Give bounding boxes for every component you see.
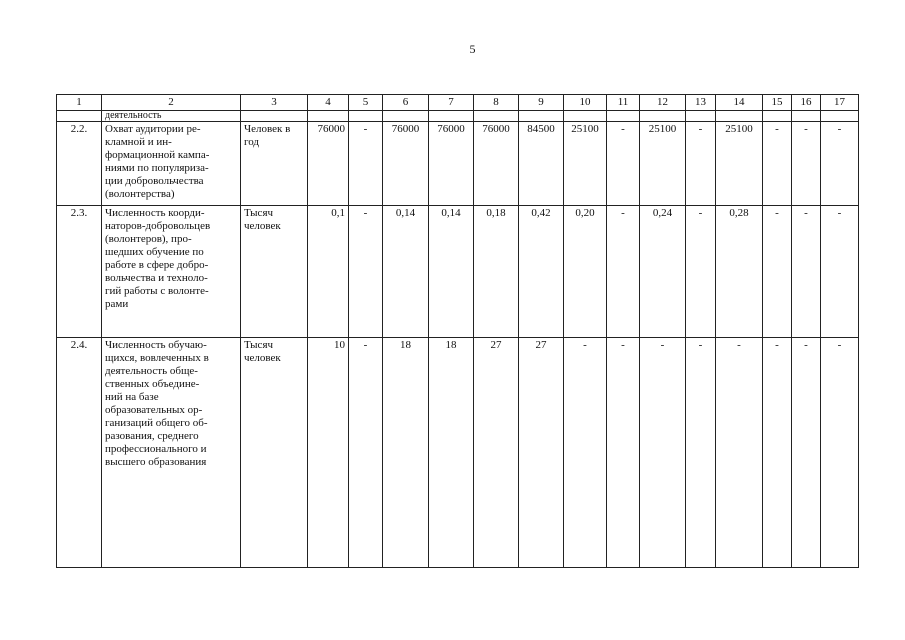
header-cell: 1 bbox=[57, 95, 102, 111]
value-cell: 0,24 bbox=[640, 206, 686, 338]
value-cell: - bbox=[349, 122, 383, 206]
page-number: 5 bbox=[469, 42, 476, 56]
value-cell: - bbox=[763, 206, 792, 338]
empty-cell bbox=[792, 111, 821, 122]
empty-cell bbox=[474, 111, 519, 122]
value-cell: 25100 bbox=[716, 122, 763, 206]
value-cell: - bbox=[607, 206, 640, 338]
header-cell: 10 bbox=[564, 95, 607, 111]
value-cell: - bbox=[821, 338, 859, 568]
value-cell: 0,1 bbox=[308, 206, 349, 338]
empty-cell bbox=[241, 111, 308, 122]
empty-cell bbox=[383, 111, 429, 122]
continuation-text: деятельность bbox=[102, 111, 241, 122]
table-row bbox=[57, 338, 859, 568]
value-cell: 27 bbox=[519, 338, 564, 568]
indicator-name-cell: Численность коорди- наторов-добровольцев (волонтеров), про- шедших обучение по работе в сфере добро- вольчества и техноло- гий работы с волонте- рами bbox=[102, 206, 241, 338]
empty-cell bbox=[308, 111, 349, 122]
empty-cell bbox=[607, 111, 640, 122]
value-cell: 76000 bbox=[429, 122, 474, 206]
value-cell: 25100 bbox=[564, 122, 607, 206]
value-cell: - bbox=[792, 338, 821, 568]
header-cell: 13 bbox=[686, 95, 716, 111]
value-cell: 0,28 bbox=[716, 206, 763, 338]
unit-cell: Тысяч человек bbox=[241, 338, 308, 568]
header-cell: 16 bbox=[792, 95, 821, 111]
value-cell: - bbox=[349, 206, 383, 338]
value-cell: - bbox=[763, 338, 792, 568]
header-cell: 7 bbox=[429, 95, 474, 111]
value-cell: 18 bbox=[429, 338, 474, 568]
value-cell: - bbox=[686, 338, 716, 568]
value-cell: 76000 bbox=[474, 122, 519, 206]
row-number-cell: 2.3. bbox=[57, 206, 102, 338]
empty-cell bbox=[640, 111, 686, 122]
header-cell: 4 bbox=[308, 95, 349, 111]
row-number-cell: 2.2. bbox=[57, 122, 102, 206]
header-cell: 9 bbox=[519, 95, 564, 111]
value-cell: 76000 bbox=[308, 122, 349, 206]
value-cell: - bbox=[716, 338, 763, 568]
value-cell: - bbox=[686, 206, 716, 338]
empty-cell bbox=[519, 111, 564, 122]
row-number-cell: 2.4. bbox=[57, 338, 102, 568]
value-cell: - bbox=[821, 206, 859, 338]
value-cell: 84500 bbox=[519, 122, 564, 206]
value-cell: 10 bbox=[308, 338, 349, 568]
empty-cell bbox=[349, 111, 383, 122]
value-cell: - bbox=[607, 122, 640, 206]
value-cell: - bbox=[607, 338, 640, 568]
value-cell: - bbox=[792, 206, 821, 338]
value-cell: - bbox=[763, 122, 792, 206]
header-cell: 14 bbox=[716, 95, 763, 111]
value-cell: - bbox=[564, 338, 607, 568]
header-cell: 17 bbox=[821, 95, 859, 111]
empty-cell bbox=[564, 111, 607, 122]
header-cell: 5 bbox=[349, 95, 383, 111]
indicator-name-cell: Охват аудитории ре- кламной и ин- формационной кампа- ниями по популяриза- ции добровольчества (волонтерства) bbox=[102, 122, 241, 206]
empty-cell bbox=[821, 111, 859, 122]
header-row bbox=[57, 95, 859, 111]
continuation-row bbox=[57, 111, 859, 122]
value-cell: 0,18 bbox=[474, 206, 519, 338]
header-cell: 11 bbox=[607, 95, 640, 111]
header-cell: 15 bbox=[763, 95, 792, 111]
header-cell: 6 bbox=[383, 95, 429, 111]
value-cell: - bbox=[686, 122, 716, 206]
value-cell: 18 bbox=[383, 338, 429, 568]
row-number-cell bbox=[57, 111, 102, 122]
indicators-table bbox=[56, 94, 859, 568]
empty-cell bbox=[716, 111, 763, 122]
value-cell: 0,14 bbox=[383, 206, 429, 338]
value-cell: - bbox=[792, 122, 821, 206]
value-cell: 0,42 bbox=[519, 206, 564, 338]
value-cell: 0,20 bbox=[564, 206, 607, 338]
table-row bbox=[57, 206, 859, 338]
empty-cell bbox=[763, 111, 792, 122]
value-cell: 0,14 bbox=[429, 206, 474, 338]
value-cell: 25100 bbox=[640, 122, 686, 206]
unit-cell: Тысяч человек bbox=[241, 206, 308, 338]
value-cell: - bbox=[821, 122, 859, 206]
header-cell: 2 bbox=[102, 95, 241, 111]
empty-cell bbox=[429, 111, 474, 122]
header-cell: 3 bbox=[241, 95, 308, 111]
header-cell: 8 bbox=[474, 95, 519, 111]
empty-cell bbox=[686, 111, 716, 122]
value-cell: - bbox=[349, 338, 383, 568]
unit-cell: Человек в год bbox=[241, 122, 308, 206]
indicator-name-cell: Численность обучаю- щихся, вовлеченных в деятельность обще- ственных объедине- ний на базе образовательных ор- ганизаций общего об- разования, среднего профессионального и высшего образования bbox=[102, 338, 241, 568]
value-cell: 76000 bbox=[383, 122, 429, 206]
table-row bbox=[57, 122, 859, 206]
value-cell: 27 bbox=[474, 338, 519, 568]
value-cell: - bbox=[640, 338, 686, 568]
header-cell: 12 bbox=[640, 95, 686, 111]
